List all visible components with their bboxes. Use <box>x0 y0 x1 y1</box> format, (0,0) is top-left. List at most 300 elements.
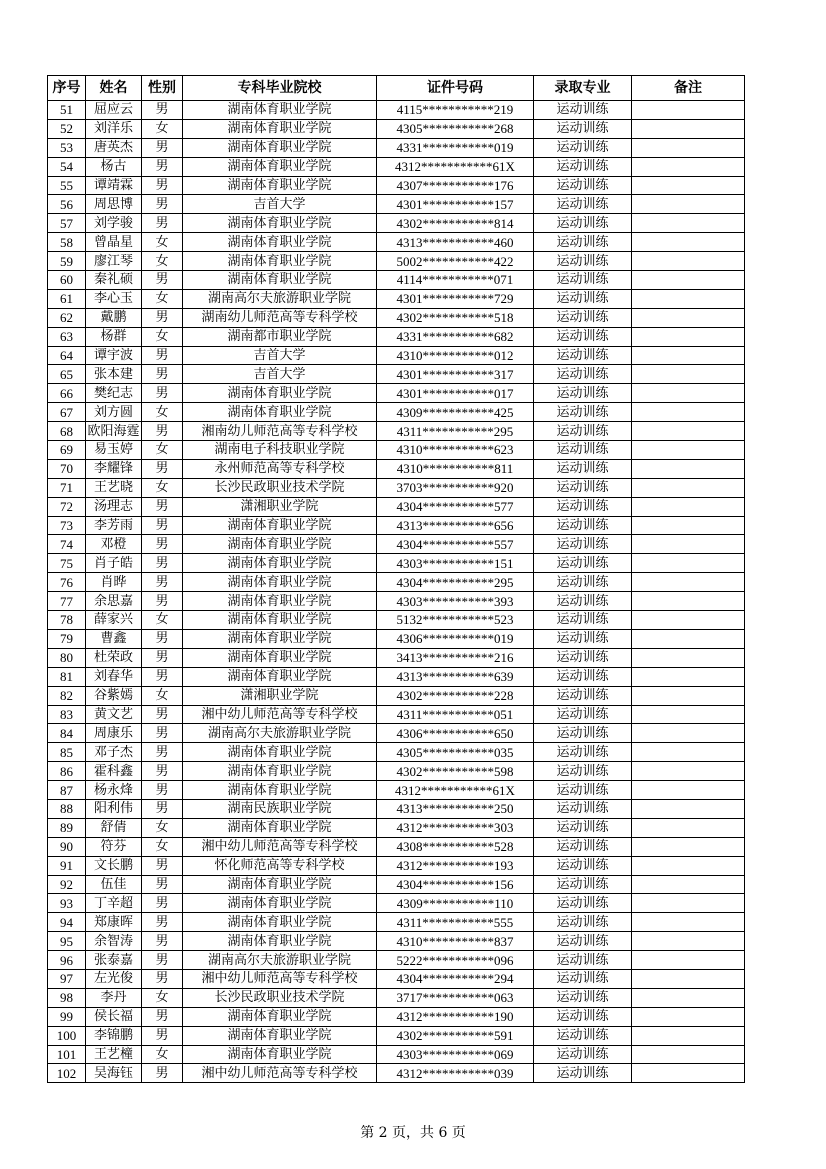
table-row <box>48 705 745 724</box>
name-cell: 伍佳 <box>86 875 142 894</box>
major-cell: 运动训练 <box>534 214 632 233</box>
college-cell: 湖南体育职业学院 <box>183 743 377 762</box>
seq-cell: 60 <box>48 271 86 290</box>
major-cell: 运动训练 <box>534 743 632 762</box>
table-row <box>48 403 745 422</box>
remarks-cell <box>632 271 745 290</box>
college-cell: 湖南民族职业学院 <box>183 799 377 818</box>
seq-cell: 96 <box>48 951 86 970</box>
table-row <box>48 781 745 800</box>
name-cell: 肖子皓 <box>86 554 142 573</box>
remarks-cell <box>632 951 745 970</box>
seq-cell: 61 <box>48 289 86 308</box>
remarks-cell <box>632 516 745 535</box>
seq-cell: 80 <box>48 648 86 667</box>
table-row <box>48 478 745 497</box>
gender-cell: 男 <box>142 346 183 365</box>
name-cell: 谭宇波 <box>86 346 142 365</box>
name-cell: 曾晶星 <box>86 233 142 252</box>
id-number-cell: 4114***********071 <box>377 271 534 290</box>
id-number-cell: 4313***********250 <box>377 799 534 818</box>
table-row <box>48 422 745 441</box>
id-number-cell: 4304***********294 <box>377 969 534 988</box>
seq-cell: 92 <box>48 875 86 894</box>
remarks-cell <box>632 403 745 422</box>
remarks-cell <box>632 195 745 214</box>
id-number-cell: 4307***********176 <box>377 176 534 195</box>
name-cell: 李芳雨 <box>86 516 142 535</box>
table-row <box>48 459 745 478</box>
major-cell: 运动训练 <box>534 988 632 1007</box>
table-row <box>48 176 745 195</box>
name-cell: 周思博 <box>86 195 142 214</box>
remarks-cell <box>632 497 745 516</box>
major-cell: 运动训练 <box>534 478 632 497</box>
remarks-cell <box>632 724 745 743</box>
college-cell: 湘中幼儿师范高等专科学校 <box>183 837 377 856</box>
table-row <box>48 233 745 252</box>
remarks-cell <box>632 157 745 176</box>
seq-cell: 76 <box>48 573 86 592</box>
college-cell: 湖南体育职业学院 <box>183 913 377 932</box>
major-cell: 运动训练 <box>534 233 632 252</box>
seq-cell: 68 <box>48 422 86 441</box>
name-cell: 文长鹏 <box>86 856 142 875</box>
table-row <box>48 441 745 460</box>
seq-cell: 56 <box>48 195 86 214</box>
gender-cell: 男 <box>142 648 183 667</box>
college-cell: 湖南体育职业学院 <box>183 271 377 290</box>
id-number-cell: 4115***********219 <box>377 101 534 120</box>
gender-cell: 男 <box>142 554 183 573</box>
remarks-cell <box>632 101 745 120</box>
id-number-cell: 4308***********528 <box>377 837 534 856</box>
remarks-cell <box>632 573 745 592</box>
remarks-cell <box>632 327 745 346</box>
college-cell: 湖南体育职业学院 <box>183 667 377 686</box>
remarks-cell <box>632 346 745 365</box>
id-number-cell: 4313***********656 <box>377 516 534 535</box>
seq-cell: 59 <box>48 252 86 271</box>
major-cell: 运动训练 <box>534 271 632 290</box>
remarks-cell <box>632 592 745 611</box>
gender-cell: 男 <box>142 365 183 384</box>
remarks-cell <box>632 781 745 800</box>
major-cell: 运动训练 <box>534 289 632 308</box>
college-cell: 长沙民政职业技术学院 <box>183 478 377 497</box>
remarks-cell <box>632 478 745 497</box>
gender-cell: 女 <box>142 252 183 271</box>
gender-cell: 男 <box>142 271 183 290</box>
id-number-cell: 4312***********190 <box>377 1007 534 1026</box>
id-number-cell: 4310***********837 <box>377 932 534 951</box>
major-cell: 运动训练 <box>534 119 632 138</box>
name-cell: 丁辛超 <box>86 894 142 913</box>
seq-cell: 55 <box>48 176 86 195</box>
header-remarks: 备注 <box>632 76 745 101</box>
college-cell: 湘南幼儿师范高等专科学校 <box>183 422 377 441</box>
table-row <box>48 611 745 630</box>
college-cell: 湖南幼儿师范高等专科学校 <box>183 308 377 327</box>
remarks-cell <box>632 913 745 932</box>
name-cell: 侯长福 <box>86 1007 142 1026</box>
table-row <box>48 384 745 403</box>
header-major: 录取专业 <box>534 76 632 101</box>
seq-cell: 70 <box>48 459 86 478</box>
table-row <box>48 1045 745 1064</box>
major-cell: 运动训练 <box>534 459 632 478</box>
id-number-cell: 4302***********518 <box>377 308 534 327</box>
major-cell: 运动训练 <box>534 176 632 195</box>
name-cell: 余思嘉 <box>86 592 142 611</box>
seq-cell: 53 <box>48 138 86 157</box>
gender-cell: 男 <box>142 535 183 554</box>
major-cell: 运动训练 <box>534 535 632 554</box>
college-cell: 湖南体育职业学院 <box>183 1007 377 1026</box>
seq-cell: 101 <box>48 1045 86 1064</box>
gender-cell: 男 <box>142 195 183 214</box>
gender-cell: 男 <box>142 1064 183 1083</box>
major-cell: 运动训练 <box>534 365 632 384</box>
major-cell: 运动训练 <box>534 1007 632 1026</box>
table-row <box>48 648 745 667</box>
college-cell: 湖南电子科技职业学院 <box>183 441 377 460</box>
gender-cell: 女 <box>142 686 183 705</box>
table-row <box>48 119 745 138</box>
table-row <box>48 932 745 951</box>
name-cell: 杨古 <box>86 157 142 176</box>
name-cell: 李耀锋 <box>86 459 142 478</box>
gender-cell: 男 <box>142 516 183 535</box>
seq-cell: 57 <box>48 214 86 233</box>
gender-cell: 女 <box>142 327 183 346</box>
table-row <box>48 214 745 233</box>
name-cell: 邓橙 <box>86 535 142 554</box>
name-cell: 唐英杰 <box>86 138 142 157</box>
name-cell: 杨永烽 <box>86 781 142 800</box>
name-cell: 李心玉 <box>86 289 142 308</box>
id-number-cell: 4331***********682 <box>377 327 534 346</box>
page-number: 第 2 页，共 6 页 <box>360 1125 466 1141</box>
remarks-cell <box>632 762 745 781</box>
name-cell: 李锦鹏 <box>86 1026 142 1045</box>
remarks-cell <box>632 554 745 573</box>
remarks-cell <box>632 667 745 686</box>
college-cell: 湘中幼儿师范高等专科学校 <box>183 969 377 988</box>
id-number-cell: 4301***********729 <box>377 289 534 308</box>
table-row <box>48 252 745 271</box>
college-cell: 湖南体育职业学院 <box>183 932 377 951</box>
id-number-cell: 4303***********151 <box>377 554 534 573</box>
seq-cell: 51 <box>48 101 86 120</box>
id-number-cell: 4301***********317 <box>377 365 534 384</box>
gender-cell: 女 <box>142 818 183 837</box>
major-cell: 运动训练 <box>534 894 632 913</box>
name-cell: 易玉婷 <box>86 441 142 460</box>
id-number-cell: 4331***********019 <box>377 138 534 157</box>
seq-cell: 64 <box>48 346 86 365</box>
id-number-cell: 4305***********035 <box>377 743 534 762</box>
gender-cell: 男 <box>142 629 183 648</box>
major-cell: 运动训练 <box>534 611 632 630</box>
seq-cell: 100 <box>48 1026 86 1045</box>
major-cell: 运动训练 <box>534 1045 632 1064</box>
college-cell: 湖南体育职业学院 <box>183 233 377 252</box>
gender-cell: 女 <box>142 441 183 460</box>
id-number-cell: 4310***********811 <box>377 459 534 478</box>
college-cell: 湖南体育职业学院 <box>183 384 377 403</box>
major-cell: 运动训练 <box>534 951 632 970</box>
table-row <box>48 195 745 214</box>
id-number-cell: 5132***********523 <box>377 611 534 630</box>
id-number-cell: 4311***********051 <box>377 705 534 724</box>
remarks-cell <box>632 629 745 648</box>
id-number-cell: 4312***********303 <box>377 818 534 837</box>
id-number-cell: 4312***********61X <box>377 157 534 176</box>
seq-cell: 89 <box>48 818 86 837</box>
college-cell: 湖南体育职业学院 <box>183 648 377 667</box>
gender-cell: 男 <box>142 138 183 157</box>
remarks-cell <box>632 1026 745 1045</box>
major-cell: 运动训练 <box>534 969 632 988</box>
college-cell: 湖南体育职业学院 <box>183 176 377 195</box>
gender-cell: 男 <box>142 913 183 932</box>
table-row <box>48 818 745 837</box>
gender-cell: 男 <box>142 308 183 327</box>
gender-cell: 男 <box>142 969 183 988</box>
id-number-cell: 4312***********039 <box>377 1064 534 1083</box>
college-cell: 湖南体育职业学院 <box>183 818 377 837</box>
table-row <box>48 157 745 176</box>
id-number-cell: 4303***********069 <box>377 1045 534 1064</box>
id-number-cell: 4302***********814 <box>377 214 534 233</box>
remarks-cell <box>632 1007 745 1026</box>
major-cell: 运动训练 <box>534 101 632 120</box>
remarks-cell <box>632 648 745 667</box>
name-cell: 郑康晖 <box>86 913 142 932</box>
name-cell: 欧阳海霆 <box>87 423 140 439</box>
major-cell: 运动训练 <box>534 573 632 592</box>
table-row <box>48 516 745 535</box>
remarks-cell <box>632 818 745 837</box>
id-number-cell: 4309***********425 <box>377 403 534 422</box>
table-row <box>48 308 745 327</box>
remarks-cell <box>632 856 745 875</box>
gender-cell: 男 <box>142 894 183 913</box>
college-cell: 湖南体育职业学院 <box>183 119 377 138</box>
gender-cell: 女 <box>142 289 183 308</box>
seq-cell: 93 <box>48 894 86 913</box>
seq-cell: 67 <box>48 403 86 422</box>
college-cell: 湖南体育职业学院 <box>183 894 377 913</box>
gender-cell: 女 <box>142 837 183 856</box>
gender-cell: 男 <box>142 799 183 818</box>
seq-cell: 86 <box>48 762 86 781</box>
seq-cell: 102 <box>48 1064 86 1083</box>
major-cell: 运动训练 <box>534 441 632 460</box>
major-cell: 运动训练 <box>534 667 632 686</box>
seq-cell: 84 <box>48 724 86 743</box>
seq-cell: 81 <box>48 667 86 686</box>
name-cell: 王艺晓 <box>86 478 142 497</box>
seq-cell: 99 <box>48 1007 86 1026</box>
remarks-cell <box>632 969 745 988</box>
name-cell: 张本建 <box>86 365 142 384</box>
seq-cell: 78 <box>48 611 86 630</box>
remarks-cell <box>632 705 745 724</box>
name-cell: 刘方圆 <box>86 403 142 422</box>
name-cell: 余智涛 <box>86 932 142 951</box>
college-cell: 吉首大学 <box>183 346 377 365</box>
name-cell: 樊纪志 <box>86 384 142 403</box>
remarks-cell <box>632 252 745 271</box>
seq-cell: 77 <box>48 592 86 611</box>
table-row <box>48 762 745 781</box>
major-cell: 运动训练 <box>534 856 632 875</box>
gender-cell: 男 <box>142 667 183 686</box>
major-cell: 运动训练 <box>534 384 632 403</box>
id-number-cell: 4304***********156 <box>377 875 534 894</box>
name-cell: 肖晔 <box>86 573 142 592</box>
table-row <box>48 629 745 648</box>
table-row <box>48 743 745 762</box>
table-row <box>48 327 745 346</box>
seq-cell: 82 <box>48 686 86 705</box>
seq-cell: 95 <box>48 932 86 951</box>
seq-cell: 90 <box>48 837 86 856</box>
table-body <box>48 101 745 1083</box>
remarks-cell <box>632 799 745 818</box>
college-cell: 怀化师范高等专科学校 <box>183 856 377 875</box>
major-cell: 运动训练 <box>534 157 632 176</box>
remarks-cell <box>632 176 745 195</box>
college-cell: 湖南体育职业学院 <box>183 875 377 894</box>
college-cell: 湖南体育职业学院 <box>183 214 377 233</box>
seq-cell: 54 <box>48 157 86 176</box>
major-cell: 运动训练 <box>534 308 632 327</box>
college-cell: 湖南体育职业学院 <box>183 611 377 630</box>
major-cell: 运动训练 <box>534 516 632 535</box>
major-cell: 运动训练 <box>534 403 632 422</box>
name-cell: 薛家兴 <box>86 611 142 630</box>
id-number-cell: 4304***********557 <box>377 535 534 554</box>
seq-cell: 71 <box>48 478 86 497</box>
header-seq: 序号 <box>48 76 86 101</box>
remarks-cell <box>632 988 745 1007</box>
id-number-cell: 4309***********110 <box>377 894 534 913</box>
gender-cell: 女 <box>142 403 183 422</box>
gender-cell: 男 <box>142 724 183 743</box>
name-cell: 汤理志 <box>86 497 142 516</box>
college-cell: 湖南体育职业学院 <box>183 516 377 535</box>
id-number-cell: 5002***********422 <box>377 252 534 271</box>
major-cell: 运动训练 <box>534 1064 632 1083</box>
id-number-cell: 3717***********063 <box>377 988 534 1007</box>
table-row <box>48 497 745 516</box>
gender-cell: 男 <box>142 214 183 233</box>
gender-cell: 男 <box>142 459 183 478</box>
header-gender: 性别 <box>142 76 183 101</box>
id-number-cell: 4302***********591 <box>377 1026 534 1045</box>
seq-cell: 97 <box>48 969 86 988</box>
header-college: 专科毕业院校 <box>183 76 377 101</box>
remarks-cell <box>632 1064 745 1083</box>
remarks-cell <box>632 119 745 138</box>
table-row <box>48 724 745 743</box>
table-row <box>48 554 745 573</box>
seq-cell: 62 <box>48 308 86 327</box>
major-cell: 运动训练 <box>534 592 632 611</box>
college-cell: 湖南体育职业学院 <box>183 554 377 573</box>
name-cell: 杜荣政 <box>86 648 142 667</box>
seq-cell: 98 <box>48 988 86 1007</box>
major-cell: 运动训练 <box>534 554 632 573</box>
name-cell: 戴鹏 <box>86 308 142 327</box>
gender-cell: 男 <box>142 932 183 951</box>
major-cell: 运动训练 <box>534 327 632 346</box>
college-cell: 湖南体育职业学院 <box>183 1026 377 1045</box>
college-cell: 长沙民政职业技术学院 <box>183 988 377 1007</box>
remarks-cell <box>632 686 745 705</box>
id-number-cell: 4302***********598 <box>377 762 534 781</box>
seq-cell: 73 <box>48 516 86 535</box>
major-cell: 运动训练 <box>534 932 632 951</box>
college-cell: 潇湘职业学院 <box>183 497 377 516</box>
gender-cell: 女 <box>142 1045 183 1064</box>
header-row <box>48 76 745 101</box>
major-cell: 运动训练 <box>534 762 632 781</box>
id-number-cell: 4310***********623 <box>377 441 534 460</box>
gender-cell: 女 <box>142 611 183 630</box>
table-row <box>48 289 745 308</box>
name-cell: 屈应云 <box>86 101 142 120</box>
college-cell: 湖南体育职业学院 <box>183 101 377 120</box>
id-number-cell: 4311***********295 <box>377 422 534 441</box>
gender-cell: 男 <box>142 781 183 800</box>
name-cell: 刘学骏 <box>86 214 142 233</box>
header-id-number: 证件号码 <box>377 76 534 101</box>
remarks-cell <box>632 894 745 913</box>
remarks-cell <box>632 289 745 308</box>
id-number-cell: 4313***********639 <box>377 667 534 686</box>
college-cell: 潇湘职业学院 <box>183 686 377 705</box>
major-cell: 运动训练 <box>534 195 632 214</box>
name-cell: 杨群 <box>86 327 142 346</box>
remarks-cell <box>632 138 745 157</box>
college-cell: 湖南体育职业学院 <box>183 535 377 554</box>
name-cell: 曹鑫 <box>86 629 142 648</box>
major-cell: 运动训练 <box>534 252 632 271</box>
remarks-cell <box>632 611 745 630</box>
id-number-cell: 3703***********920 <box>377 478 534 497</box>
college-cell: 湘中幼儿师范高等专科学校 <box>183 1064 377 1083</box>
college-cell: 湖南体育职业学院 <box>183 629 377 648</box>
remarks-cell <box>632 1045 745 1064</box>
table-row <box>48 951 745 970</box>
seq-cell: 91 <box>48 856 86 875</box>
id-number-cell: 4304***********295 <box>377 573 534 592</box>
table-row <box>48 346 745 365</box>
table-row <box>48 1007 745 1026</box>
college-cell: 湖南体育职业学院 <box>183 138 377 157</box>
major-cell: 运动训练 <box>534 422 632 441</box>
major-cell: 运动训练 <box>534 799 632 818</box>
college-cell: 湖南体育职业学院 <box>183 157 377 176</box>
seq-cell: 83 <box>48 705 86 724</box>
name-cell: 阳利伟 <box>86 799 142 818</box>
gender-cell: 男 <box>142 592 183 611</box>
major-cell: 运动训练 <box>534 138 632 157</box>
